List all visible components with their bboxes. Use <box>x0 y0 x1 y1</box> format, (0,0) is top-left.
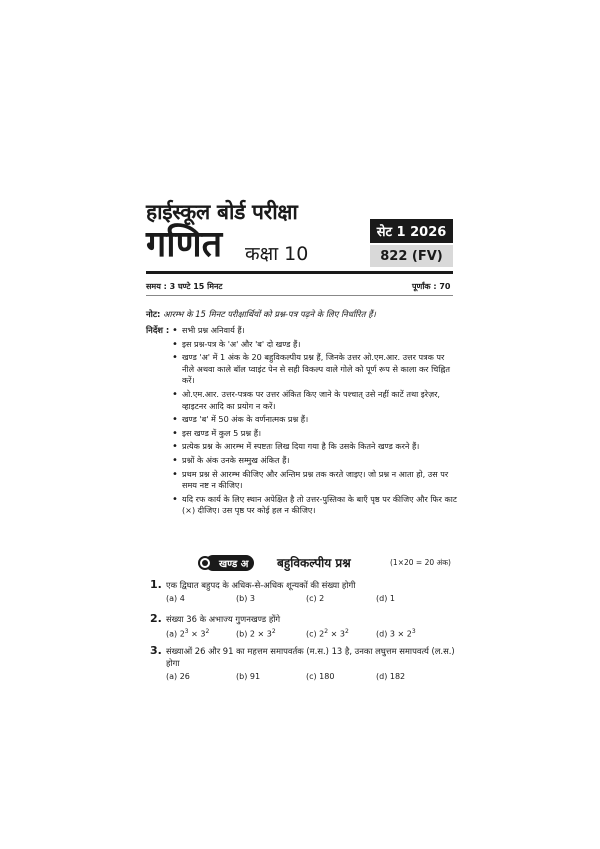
question-text: संख्याओं 26 और 91 का महत्तम समापवर्तक (म.स.) 13 है, उनका लघुत्तम समापवर्त्य (ल.स.) होगा <box>166 646 455 668</box>
option-b: (b) $2 \times 3^2$ <box>236 628 276 639</box>
option-d: (d) 1 <box>376 594 395 603</box>
option-c: (c) $2^2 \times 3^2$ <box>306 628 349 639</box>
option-d: (d) $3 \times 2^3$ <box>376 628 416 639</box>
instruction-item: • इस प्रश्न-पत्र के 'अ' और 'ब' दो खण्ड हैं। <box>172 339 457 351</box>
section-marks: (1×20 = 20 अंक) <box>390 558 451 567</box>
instruction-item: • खण्ड 'ब' में 50 अंक के वर्णनात्मक प्रश्न हैं। <box>172 414 457 426</box>
note-label: नोट: <box>146 309 161 319</box>
instructions-label: निर्देश : <box>146 325 170 335</box>
instruction-item: • सभी प्रश्न अनिवार्य हैं। <box>172 325 457 337</box>
instruction-item: • इस खण्ड में कुल 5 प्रश्न हैं। <box>172 428 457 440</box>
note <box>146 309 456 320</box>
subject-title: गणित <box>146 224 223 265</box>
header-divider <box>146 271 453 274</box>
board-title: हाईस्कूल बोर्ड परीक्षा <box>146 200 298 224</box>
instruction-item: • ओ.एम.आर. उत्तर-पत्रक पर उत्तर अंकित किए जाने के पश्चात् उसे नहीं काटें तथा इरेज़र, व्हाइटनर आदि का प्रयोग न करें। <box>172 389 457 412</box>
option-d: (d) 182 <box>376 672 406 681</box>
meta-divider <box>146 295 453 296</box>
instruction-item: • प्रथम प्रश्न से आरम्भ कीजिए और अन्तिम प्रश्न तक करते जाइए। जो प्रश्न न आता हो, उस पर समय नष्ट न कीजिए। <box>172 469 457 492</box>
question-text: संख्या 36 के अभाज्य गुणनखण्ड होंगे <box>166 614 281 624</box>
note-text: आरम्भ के 15 मिनट परीक्षार्थियों को प्रश्न-पत्र पढ़ने के लिए निर्धारित हैं। <box>163 309 376 319</box>
max-marks: पूर्णांक : 70 <box>412 282 451 291</box>
option-b: (b) 3 <box>236 594 255 603</box>
section-badge: खण्ड अ <box>205 555 254 571</box>
question-number: 1. <box>150 578 162 591</box>
question-number: 2. <box>150 612 162 625</box>
class-label: कक्षा 10 <box>245 243 309 265</box>
instruction-item: • यदि रफ कार्य के लिए स्थान अपेक्षित है तो उत्तर-पुस्तिका के बाएँ पृष्ठ पर कीजिए और फिर काट (×) दीजिए। उस पृष्ठ पर कोई हल न कीजिए। <box>172 494 457 517</box>
set-badge: सेट 1 2026 <box>370 219 453 243</box>
question-number: 3. <box>150 644 162 657</box>
instructions-list <box>172 325 457 519</box>
section-title: बहुविकल्पीय प्रश्न <box>277 556 351 570</box>
paper-code-badge: 822 (FV) <box>370 245 453 267</box>
time-allowed: समय : 3 घण्टे 15 मिनट <box>146 282 223 291</box>
question-3 <box>146 646 458 686</box>
bullet-circle-icon <box>198 556 212 570</box>
option-a: (a) 4 <box>166 594 185 603</box>
instruction-item: • प्रश्नों के अंक उनके सम्मुख अंकित हैं। <box>172 455 457 467</box>
instruction-item: • खण्ड 'अ' में 1 अंक के 20 बहुविकल्पीय प्रश्न हैं, जिनके उत्तर ओ.एम.आर. उत्तर पत्रक पर नीले अथवा काले बॉल प्वाइंट पेन से सही विकल्प वाले गोले को पूर्ण रूप से काला कर चिह्नित करें। <box>172 352 457 387</box>
option-a: (a) $2^3 \times 3^2$ <box>166 628 210 639</box>
section-header <box>146 553 456 573</box>
question-1 <box>146 580 458 608</box>
option-a: (a) 26 <box>166 672 190 681</box>
option-c: (c) 2 <box>306 594 325 603</box>
question-text: एक द्विघात बहुपद के अधिक-से-अधिक शून्यकों की संख्या होगी <box>166 580 356 590</box>
option-c: (c) 180 <box>306 672 335 681</box>
question-2 <box>146 614 458 642</box>
option-b: (b) 91 <box>236 672 261 681</box>
instruction-item: • प्रत्येक प्रश्न के आरम्भ में स्पष्टतः लिख दिया गया है कि उसके कितने खण्ड करने हैं। <box>172 441 457 453</box>
